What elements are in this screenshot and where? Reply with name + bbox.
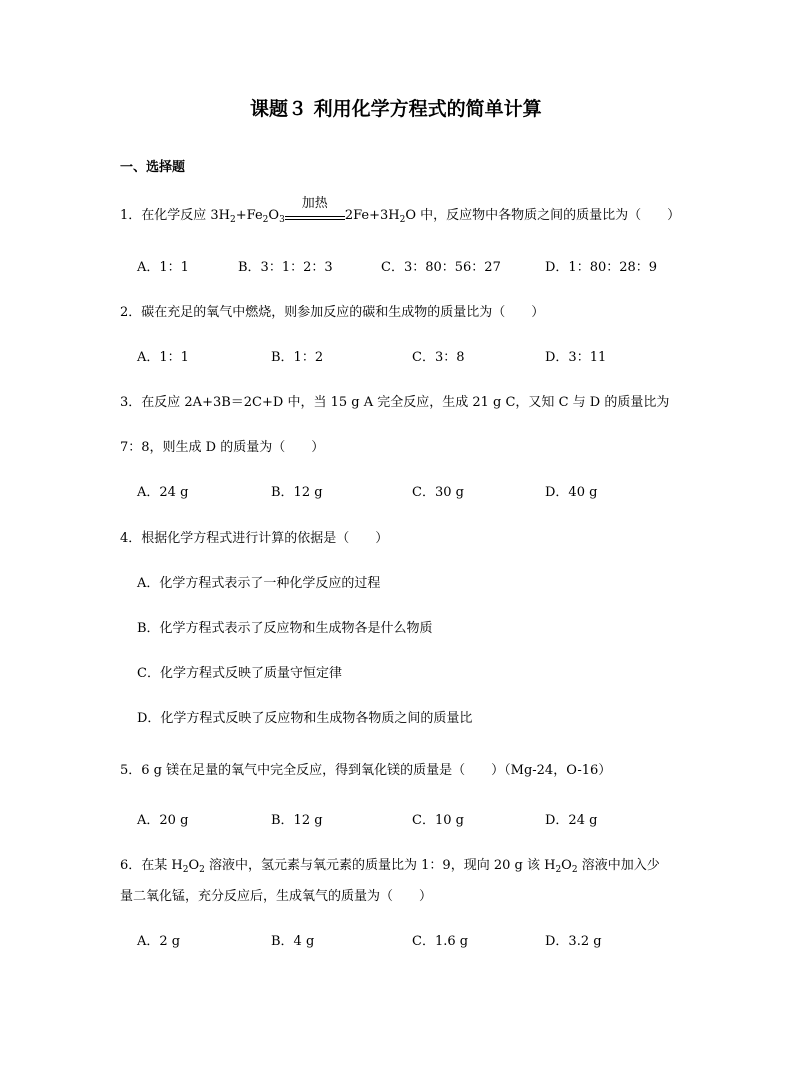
q1-number: 1． bbox=[120, 208, 142, 223]
q2-option-b: B．1：2 bbox=[271, 350, 324, 365]
q6-part-a: 6．在某 H bbox=[120, 858, 183, 873]
q6-option-a: A．2 g bbox=[137, 934, 181, 949]
q3-option-d: D．40 g bbox=[545, 485, 598, 500]
q3-option-c: C．30 g bbox=[412, 485, 464, 500]
reaction-condition: 加热 bbox=[301, 196, 328, 211]
q6-option-b: B．4 g bbox=[271, 934, 315, 949]
question-5: 5．6 g 镁在足量的氧气中完全反应，得到氧化镁的质量是（ ）（Mg-24，O-16） bbox=[120, 763, 612, 778]
question-2: 2．碳在充足的氧气中燃烧，则参加反应的碳和生成物的质量比为（ ） bbox=[120, 305, 545, 320]
q6-part-d: O bbox=[561, 858, 572, 873]
q6-sub-2: 2 bbox=[199, 865, 205, 875]
q2-option-d: D．3：11 bbox=[545, 350, 607, 365]
q6-option-c: C．1.6 g bbox=[412, 934, 469, 949]
q1-option-a: A．1：1 bbox=[137, 260, 189, 275]
q6-part-b: O bbox=[188, 858, 200, 873]
q6-option-d: D．3.2 g bbox=[545, 934, 602, 949]
page-title: 课题３ 利用化学方程式的简单计算 bbox=[250, 98, 542, 120]
reaction-arrow bbox=[285, 196, 345, 225]
q1-sub-4: 2 bbox=[399, 215, 406, 225]
q1-sub-1: 2 bbox=[230, 215, 236, 225]
q2-option-c: C．3：8 bbox=[412, 350, 465, 365]
q3-option-a: A．24 g bbox=[137, 485, 189, 500]
q2-option-a: A．1：1 bbox=[137, 350, 189, 365]
q1-mid-2: O bbox=[268, 208, 280, 223]
q4-option-c: C．化学方程式反映了质量守恒定律 bbox=[137, 666, 342, 681]
q1-mid-1: +Fe bbox=[235, 208, 263, 223]
q1-after: 2Fe+3H bbox=[344, 208, 400, 223]
q6-sub-1: 2 bbox=[182, 865, 189, 875]
question-4: 4．根据化学方程式进行计算的依据是（ ） bbox=[120, 531, 389, 546]
question-6-line-2: 量二氧化锰，充分反应后，生成氧气的质量为（ ） bbox=[120, 889, 433, 904]
q5-option-c: C．10 g bbox=[412, 813, 464, 828]
q4-option-b: B．化学方程式表示了反应物和生成物各是什么物质 bbox=[137, 621, 433, 636]
question-3-line-2: 7：8，则生成 D 的质量为（ ） bbox=[120, 440, 325, 455]
q5-option-d: D．24 g bbox=[545, 813, 598, 828]
section-heading: 一、选择题 bbox=[120, 160, 186, 175]
q6-part-c: 溶液中，氢元素与氧元素的质量比为 1：9，现向 20 g 该 H bbox=[204, 858, 556, 873]
q5-option-a: A．20 g bbox=[137, 813, 189, 828]
q1-option-c: C．3：80：56：27 bbox=[381, 260, 501, 275]
question-3-line-1: 3．在反应 2A+3B＝2C+D 中，当 15 g A 完全反应，生成 21 g C，又知 C 与 D 的质量比为 bbox=[120, 395, 670, 410]
q3-option-b: B．12 g bbox=[271, 485, 323, 500]
q1-sub-3: 3 bbox=[279, 215, 285, 225]
q6-part-e: 溶液中加入少 bbox=[577, 858, 660, 873]
q1-prefix: 在化学反应 3H bbox=[141, 208, 231, 223]
q1-sub-2: 2 bbox=[262, 215, 269, 225]
question-6-line-1 bbox=[120, 857, 660, 875]
q1-option-d: D．1：80：28：9 bbox=[545, 260, 658, 275]
q4-option-a: A．化学方程式表示了一种化学反应的过程 bbox=[137, 576, 381, 591]
question-1 bbox=[120, 196, 681, 225]
q5-option-b: B．12 g bbox=[271, 813, 323, 828]
q4-option-d: D．化学方程式反映了反应物和生成物各物质之间的质量比 bbox=[137, 711, 473, 726]
q1-suffix: O 中，反应物中各物质之间的质量比为（ ） bbox=[405, 208, 681, 223]
q6-sub-4: 2 bbox=[571, 865, 578, 875]
q1-option-b: B．3：1：2：3 bbox=[238, 260, 333, 275]
q6-sub-3: 2 bbox=[555, 865, 562, 875]
